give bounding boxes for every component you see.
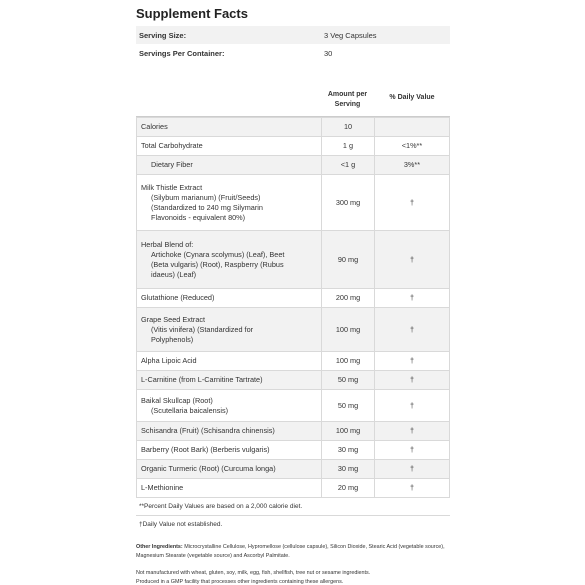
- nutrient-table: [136, 117, 450, 498]
- nutrient-amount: 30 mg: [322, 460, 375, 479]
- name-line: Milk Thistle Extract: [141, 182, 203, 192]
- table-row: [137, 422, 450, 441]
- table-row: [137, 118, 450, 137]
- nutrient-dv: †: [375, 231, 450, 289]
- nutrient-dv: †: [375, 289, 450, 308]
- table-row: [137, 390, 450, 422]
- table-row: [137, 137, 450, 156]
- other-ingredients-text: Microcrystalline Cellulose, Hypromellose (cellulose capsule), Silicon Dioxide, Stearic Acid (vegetable source), Magnesium Stearate (vegetable source) and Ascorbyl Palmitate.: [136, 544, 445, 559]
- nutrient-dv: <1%**: [375, 137, 450, 156]
- nutrient-name: [137, 308, 322, 352]
- nutrient-name: Schisandra (Fruit) (Schisandra chinensis): [137, 422, 322, 441]
- serving-size-value: 3 Veg Capsules: [324, 30, 377, 40]
- nutrient-amount: 20 mg: [322, 479, 375, 498]
- nutrient-dv: †: [375, 352, 450, 371]
- table-row: [137, 308, 450, 352]
- dv-not-established-footnote: †Daily Value not established.: [139, 521, 223, 528]
- nutrient-dv: [375, 118, 450, 137]
- name-line: idaeus) (Leaf): [151, 269, 197, 279]
- nutrient-name: Dietary Fiber: [137, 156, 322, 175]
- nutrient-dv: †: [375, 175, 450, 231]
- nutrient-amount: 200 mg: [322, 289, 375, 308]
- name-line: Flavonoids - equivalent 80%): [151, 212, 246, 222]
- nutrient-amount: 10: [322, 118, 375, 137]
- other-ingredients: [136, 543, 450, 561]
- nutrient-amount: 90 mg: [322, 231, 375, 289]
- name-line: Grape Seed Extract: [141, 314, 206, 324]
- table-row: [137, 156, 450, 175]
- nutrient-amount: 100 mg: [322, 422, 375, 441]
- name-line: (Standardized to 240 mg Silymarin: [151, 202, 263, 212]
- nutrient-dv: †: [375, 308, 450, 352]
- nutrient-dv: †: [375, 371, 450, 390]
- allergen-line: Produced in a GMP facility that processes other ingredients containing these allergens.: [136, 579, 344, 585]
- nutrient-name: Calories: [137, 118, 322, 137]
- servings-per-container-label: Servings Per Container:: [139, 48, 225, 58]
- table-row: [137, 175, 450, 231]
- table-row: [137, 231, 450, 289]
- name-line: Artichoke (Cynara scolymus) (Leaf), Beet: [151, 249, 285, 259]
- name-line: (Vitis vinifera) (Standardized for: [151, 324, 254, 334]
- nutrient-name: Total Carbohydrate: [137, 137, 322, 156]
- nutrient-dv: †: [375, 460, 450, 479]
- allergen-statement: [136, 569, 450, 585]
- name-line: Polyphenols): [151, 334, 194, 344]
- nutrient-amount: 100 mg: [322, 308, 375, 352]
- serving-size-label: Serving Size:: [139, 30, 187, 40]
- supplement-facts-panel: [136, 6, 450, 585]
- nutrient-name: L-Carnitine (from L-Carnitine Tartrate): [137, 371, 322, 390]
- nutrient-amount: 1 g: [322, 137, 375, 156]
- nutrient-name: Organic Turmeric (Root) (Curcuma longa): [137, 460, 322, 479]
- nutrient-name: Alpha Lipoic Acid: [137, 352, 322, 371]
- nutrient-amount: 30 mg: [322, 441, 375, 460]
- name-line: (Silybum marianum) (Fruit/Seeds): [151, 192, 261, 202]
- servings-per-container-value: 30: [324, 48, 333, 58]
- nutrient-name: [137, 390, 322, 422]
- amount-per-serving-header: Amount per Serving: [327, 91, 368, 108]
- name-line: Baikal Skullcap (Root): [141, 395, 213, 405]
- table-row: [137, 371, 450, 390]
- other-ingredients-label: Other Ingredients:: [136, 544, 183, 550]
- column-header-row: [136, 87, 450, 117]
- table-row: [137, 352, 450, 371]
- nutrient-amount: 100 mg: [322, 352, 375, 371]
- allergen-line: Not manufactured with wheat, gluten, soy, milk, egg, fish, shellfish, tree nut or sesame ingredients.: [136, 570, 371, 576]
- nutrient-name: Glutathione (Reduced): [137, 289, 322, 308]
- daily-value-header: % Daily Value: [389, 94, 435, 101]
- table-row: [137, 460, 450, 479]
- nutrient-name: [137, 175, 322, 231]
- name-line: (Beta vulgaris) (Root), Raspberry (Rubus: [151, 259, 284, 269]
- name-line: (Scutellaria baicalensis): [151, 405, 229, 415]
- nutrient-dv: †: [375, 479, 450, 498]
- servings-per-container-row: [136, 44, 450, 62]
- table-row: [137, 289, 450, 308]
- nutrient-dv: †: [375, 422, 450, 441]
- serving-size-row: [136, 26, 450, 44]
- nutrient-dv: †: [375, 441, 450, 460]
- nutrient-dv: †: [375, 390, 450, 422]
- table-row: [137, 479, 450, 498]
- percent-dv-footnote: **Percent Daily Values are based on a 2,000 calorie diet.: [136, 498, 450, 516]
- nutrient-name: L-Methionine: [137, 479, 322, 498]
- name-line: Herbal Blend of:: [141, 239, 194, 249]
- nutrient-amount: 300 mg: [322, 175, 375, 231]
- panel-title: Supplement Facts: [136, 6, 248, 21]
- nutrient-amount: 50 mg: [322, 371, 375, 390]
- nutrient-name: Barberry (Root Bark) (Berberis vulgaris): [137, 441, 322, 460]
- nutrient-name: [137, 231, 322, 289]
- nutrient-dv: 3%**: [375, 156, 450, 175]
- nutrient-amount: 50 mg: [322, 390, 375, 422]
- nutrient-amount: <1 g: [322, 156, 375, 175]
- table-row: [137, 441, 450, 460]
